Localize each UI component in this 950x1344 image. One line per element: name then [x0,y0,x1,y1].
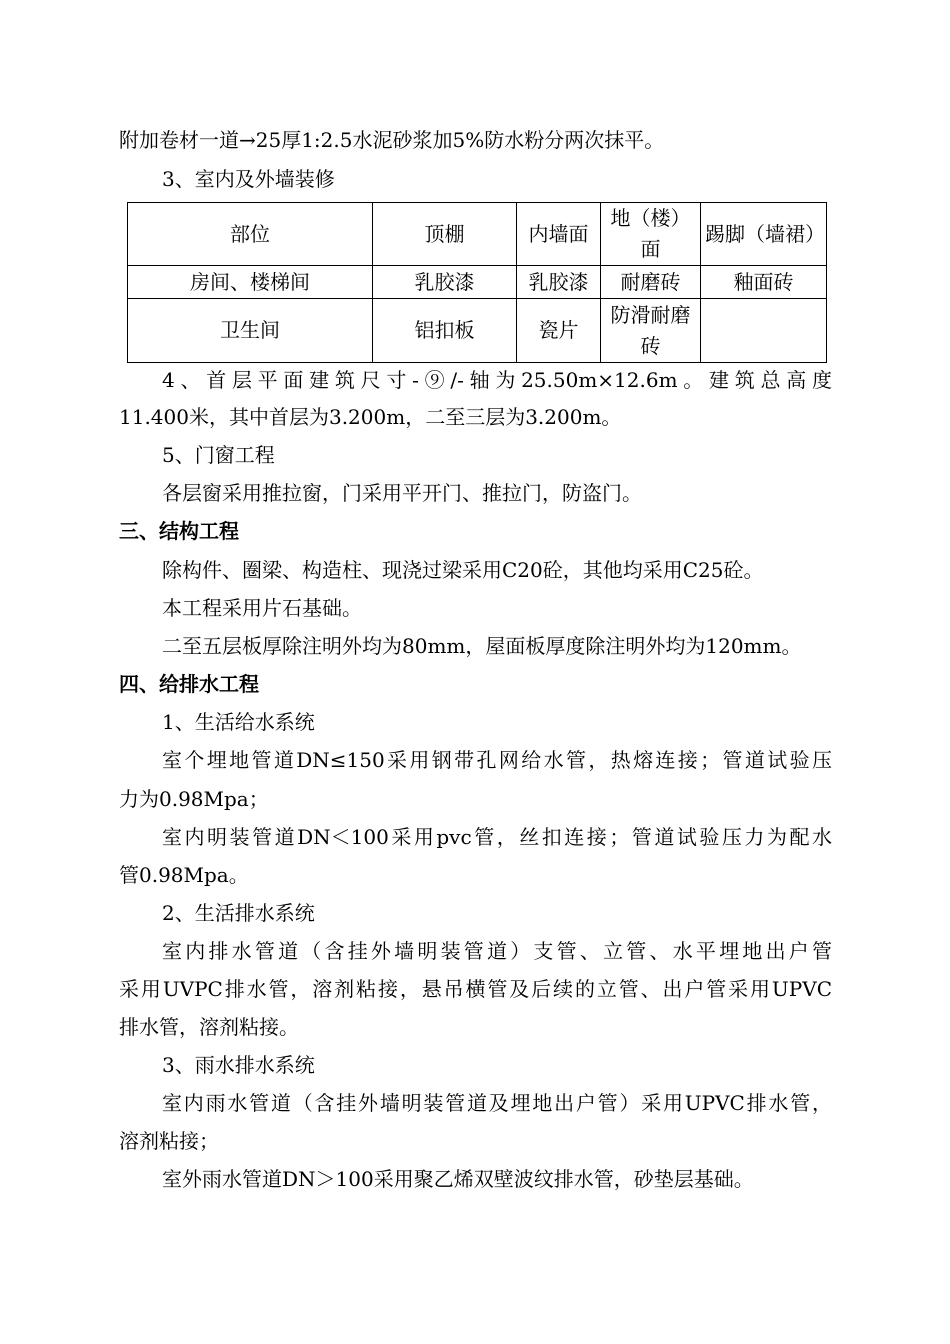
paragraph-4-line1: 4、首层平面建筑尺寸-⑨/-轴为25.50m×12.6m。建筑总高度 [162,368,832,392]
heading-plumbing: 四、给排水工程 [119,672,259,696]
table-cell: 瓷片 [517,299,601,363]
table-row [128,299,827,363]
table-header-cell: 踢脚（墙裙） [701,203,827,266]
rainwater-line2: 溶剂粘接； [119,1129,219,1153]
table-cell: 铝扣板 [373,299,517,363]
table-header-row [128,203,827,266]
table-header-cell: 顶棚 [373,203,517,266]
structure-line-1: 除构件、圈梁、构造柱、现浇过梁采用C20砼，其他均采用C25砼。 [162,558,764,582]
paragraph-4-line2: 11.400米，其中首层为3.200m，二至三层为3.200m。 [119,405,622,429]
finish-table [127,202,827,363]
paragraph-continuation: 附加卷材一道→25厚1:2.5水泥砂浆加5%防水粉分两次抹平。 [119,128,665,152]
table-cell: 釉面砖 [701,266,827,299]
table-cell [701,299,827,363]
table-cell: 耐磨砖 [601,266,701,299]
table-cell: 防滑耐磨砖 [601,299,701,363]
table-cell: 卫生间 [128,299,373,363]
table-cell: 房间、楼梯间 [128,266,373,299]
table-cell: 乳胶漆 [517,266,601,299]
rainwater-title: 3、雨水排水系统 [162,1053,315,1077]
outdoor-rainwater-line: 室外雨水管道DN＞100采用聚乙烯双壁波纹排水管，砂垫层基础。 [162,1167,754,1191]
water-supply-line2: 力为0.98Mpa； [119,787,269,811]
table-header-cell: 地（楼）面 [601,203,701,266]
drainage-title: 2、生活排水系统 [162,901,315,925]
rainwater-line1: 室内雨水管道（含挂外墙明装管道及埋地出户管）采用UPVC排水管， [162,1091,832,1115]
paragraph-5-body: 各层窗采用推拉窗，门采用平开门、推拉门，防盗门。 [162,481,642,505]
structure-line-2: 本工程采用片石基础。 [162,596,362,620]
table-header-cell: 内墙面 [517,203,601,266]
table-cell: 乳胶漆 [373,266,517,299]
heading-structure: 三、结构工程 [119,519,239,543]
drainage-line2: 采用UVPC排水管，溶剂粘接，悬吊横管及后续的立管、出户管采用UPVC [119,977,832,1001]
water-supply-title: 1、生活给水系统 [162,710,315,734]
water-supply-line1: 室个埋地管道DN≤150采用钢带孔网给水管，热熔连接；管道试验压 [162,748,832,772]
table-header-cell: 部位 [128,203,373,266]
structure-line-3: 二至五层板厚除注明外均为80mm，屋面板厚度除注明外均为120mm。 [162,634,802,658]
drainage-line3: 排水管，溶剂粘接。 [119,1015,299,1039]
section-5-title: 5、门窗工程 [162,443,275,467]
table-row [128,266,827,299]
indoor-pipe-line1: 室内明装管道DN＜100采用pvc管，丝扣连接；管道试验压力为配水 [162,825,832,849]
indoor-pipe-line2: 管0.98Mpa。 [119,863,249,887]
drainage-line1: 室内排水管道（含挂外墙明装管道）支管、立管、水平埋地出户管 [162,939,832,963]
section-3-title: 3、室内及外墙装修 [162,167,335,191]
